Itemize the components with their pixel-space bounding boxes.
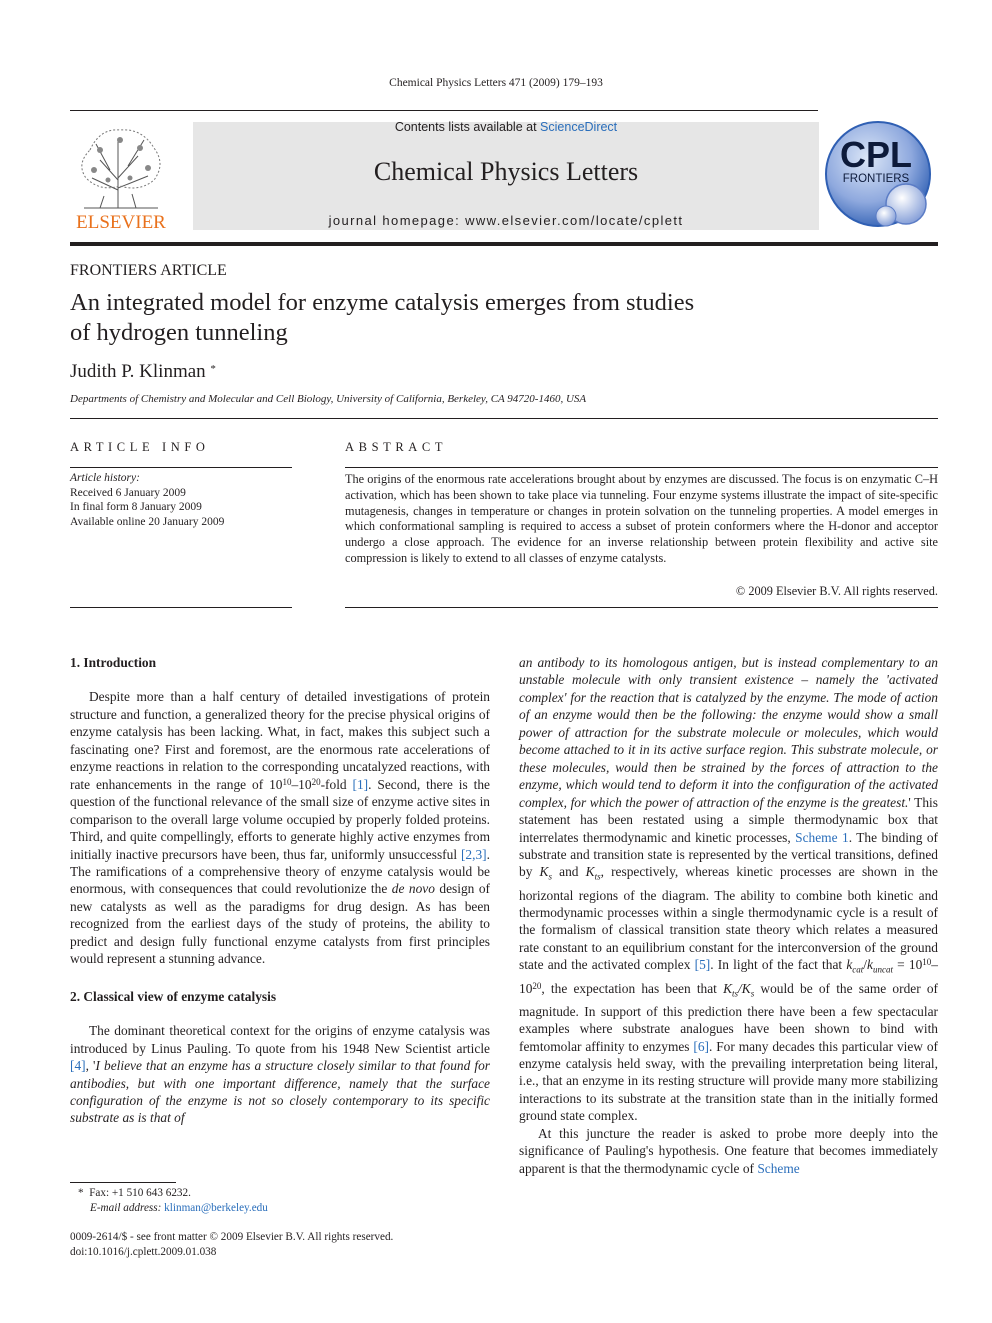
header-thick-rule <box>70 242 938 246</box>
juncture-paragraph: At this juncture the reader is asked to probe more deeply into the significance of Pauling's hypothesis. One feature that becomes immediately apparent is that the thermodynamic cycle of Scheme <box>519 1125 938 1176</box>
article-title <box>70 288 830 348</box>
ref-5-link[interactable]: [5] <box>694 957 711 973</box>
abstract-rule-top <box>345 467 938 468</box>
abstract-text: The origins of the enormous rate accelerations brought about by enzymes are discussed. The focus is on enzymatic C–H activation, which has been shown to take place via tunneling. Four enzyme systems illustrate the impact of site-specific mutagenesis, changes in temperature or changes in protein solvation on the tunneling properties. A model emerges in which conformational sampling is required to access a subset of protein conformers where the H-donor and acceptor undergo a close approach. The evidence for an inverse relationship between protein flexibility and active site compression is likely to extend to all classes of enzyme catalysts. <box>345 472 938 565</box>
classical-view-paragraph: The dominant theoretical context for the origins of enzyme catalysis was introduced by Linus Pauling. To quote from his 1948 New Scientist article [4], 'I believe that an enzyme has a structure closely similar to that found for antibodies, but with one important difference, namely that the surface configuration of the enzyme is not so closely contemporary to its specific substrate as is that of <box>70 1023 491 1126</box>
article-info-rule-bottom <box>70 607 292 608</box>
abstract-copyright: © 2009 Elsevier B.V. All rights reserved. <box>735 584 938 598</box>
section-2-heading: 2. Classical view of enzyme catalysis <box>70 988 277 1004</box>
ref-2-3-link[interactable]: [2,3] <box>460 846 487 862</box>
scheme-1-link[interactable]: Scheme 1 <box>795 829 849 845</box>
article-info-heading: ARTICLE INFO <box>70 440 210 454</box>
article-info-rule-top <box>70 467 292 468</box>
contents-prefix: Contents lists available at <box>394 120 537 134</box>
ref-1-link[interactable]: [1] <box>352 776 369 792</box>
footnote-rule <box>70 1182 176 1183</box>
author-footnote <box>70 1186 268 1216</box>
contents-line <box>193 120 819 134</box>
affiliation: Departments of Chemistry and Molecular and Cell Biology, University of California, Berkeley, CA 94720-1460, USA <box>70 393 587 405</box>
elsevier-logo[interactable] <box>70 120 172 232</box>
journal-homepage[interactable]: journal homepage: www.elsevier.com/locate/cplett <box>328 213 684 228</box>
journal-name: Chemical Physics Letters <box>373 157 639 186</box>
header-rule <box>70 110 818 111</box>
email-label: E-mail address: <box>90 1202 162 1214</box>
intro-paragraph: Despite more than a half century of detailed investigations of protein structure and function, a generalized theory for the precise physical origins of enzyme catalysis has been lacking. What, in fact, makes this subject such a fascinating one? First and foremost, are the enormous rate accelerations of enzyme reactions in relation to the corresponding uncatalyzed reactions, with rate enhancements in the range of $10^{10}-10^{20}$-fold [1]. Second, there is the question of the functional relevance of the small size of enzyme active sites in comparison to the overall large volume occupied by properly folded proteins. Third, and quite compellingly, efforts to generate highly active enzymes from initially inactive precursors have been, thus far, uniformly unsuccessful [2,3]. The ramifications of a comprehensive theory of enzyme catalysis would be enormous, with consequences that could revolutionize the de novo design of new catalysts as well as the paradigms for drug design. As has been recognized from the earliest days of the study of proteins, the ability to predict and design fully functional enzyme catalysts from first principles would represent a stunning advance. <box>70 689 490 967</box>
history-label: Article history: <box>70 472 140 484</box>
imprint <box>70 1230 393 1259</box>
email-link[interactable]: klinman@berkeley.edu <box>164 1202 268 1214</box>
author-name: Judith P. Klinman <box>70 361 206 382</box>
scheme-link[interactable]: Scheme <box>757 1160 800 1176</box>
elsevier-wordmark: ELSEVIER <box>76 212 166 232</box>
pauling-quote-continued: an antibody to its homologous antigen, but is instead complementary to an unstable molecule with only transient existence – namely the 'activated complex' for the reaction that is catalyzed by the enzyme. The mode of action of an enzyme would then be the following: the enzyme would show a small power of attraction for the substrate molecule or molecules, which would become attached to it in its active surface region. This substrate molecule, or these molecules, would then be strained by the forces of attraction to the enzyme, which would tend to deform it into the configuration of the activated complex, for which the power of attraction of the enzyme is the greatest.' This statement has been restated using a simple thermodynamic box that interrelates thermodynamic and kinetic processes, Scheme 1. The binding of substrate and transition state is represented by the vertical transitions, defined by $K_s$ and $K_{ts}$, respectively, whereas kinetic processes are shown in the horizontal regions of the diagram. The ability to combine both kinetic and thermodynamic processes within a single thermodynamic cycle is a result of the formalism of classical transition state theory which relates a measured rate constant to an equilibrium constant for the interconversion of the ground state and the activated complex [5]. In light of the fact that $k_{cat}/k_{uncat} = 10^{10}-10^{20}$, the expectation has been that $K_{ts}/K_s$ would be of the same order of magnitude. In support of this prediction there have been a few spectacular examples where substrate analogues have been shown to bind with femtomolar affinity to enzymes [6]. For many decades this particular view of enzyme catalysis held sway, with the prevailing interpretation being literal, i.e., that an enzyme in its resting structure will provide many more stabilizing interactions to its substrate at the transition state than in the initially formed ground state complex. <box>519 655 939 1124</box>
author <box>70 361 216 383</box>
ref-6-link[interactable]: [6] <box>693 1038 710 1054</box>
abstract-rule-bottom <box>345 607 938 608</box>
sciencedirect-link[interactable]: ScienceDirect <box>540 120 618 134</box>
doi-line[interactable]: doi:10.1016/j.cplett.2009.01.038 <box>70 1245 217 1258</box>
article-type: FRONTIERS ARTICLE <box>70 262 227 279</box>
ref-4-link[interactable]: [4] <box>70 1058 86 1074</box>
cpl-frontiers-logo[interactable] <box>824 120 936 232</box>
journal-citation: Chemical Physics Letters 471 (2009) 179–193 <box>389 77 603 89</box>
online-date: Available online 20 January 2009 <box>70 515 225 528</box>
received-date: Received 6 January 2009 <box>70 486 186 499</box>
author-footnote-mark[interactable]: * <box>210 363 216 375</box>
title-rule <box>70 418 938 419</box>
title-line-2: of hydrogen tunneling <box>70 319 288 346</box>
final-form-date: In final form 8 January 2009 <box>70 501 202 513</box>
frontiers-logo-text: FRONTIERS <box>842 173 910 185</box>
section-1-heading: 1. Introduction <box>70 655 157 670</box>
title-line-1: An integrated model for enzyme catalysis emerges from studies <box>70 289 695 316</box>
abstract-heading: ABSTRACT <box>345 440 448 454</box>
footnote-mark: * <box>78 1187 84 1199</box>
cpl-logo-text: CPL <box>840 134 912 175</box>
body-right-column <box>519 654 938 1177</box>
body-left-column <box>70 654 490 1127</box>
article-history <box>70 471 224 529</box>
fax-number: Fax: +1 510 643 6232. <box>89 1187 191 1199</box>
issn-line: 0009-2614/$ - see front matter © 2009 Elsevier B.V. All rights reserved. <box>70 1231 394 1243</box>
